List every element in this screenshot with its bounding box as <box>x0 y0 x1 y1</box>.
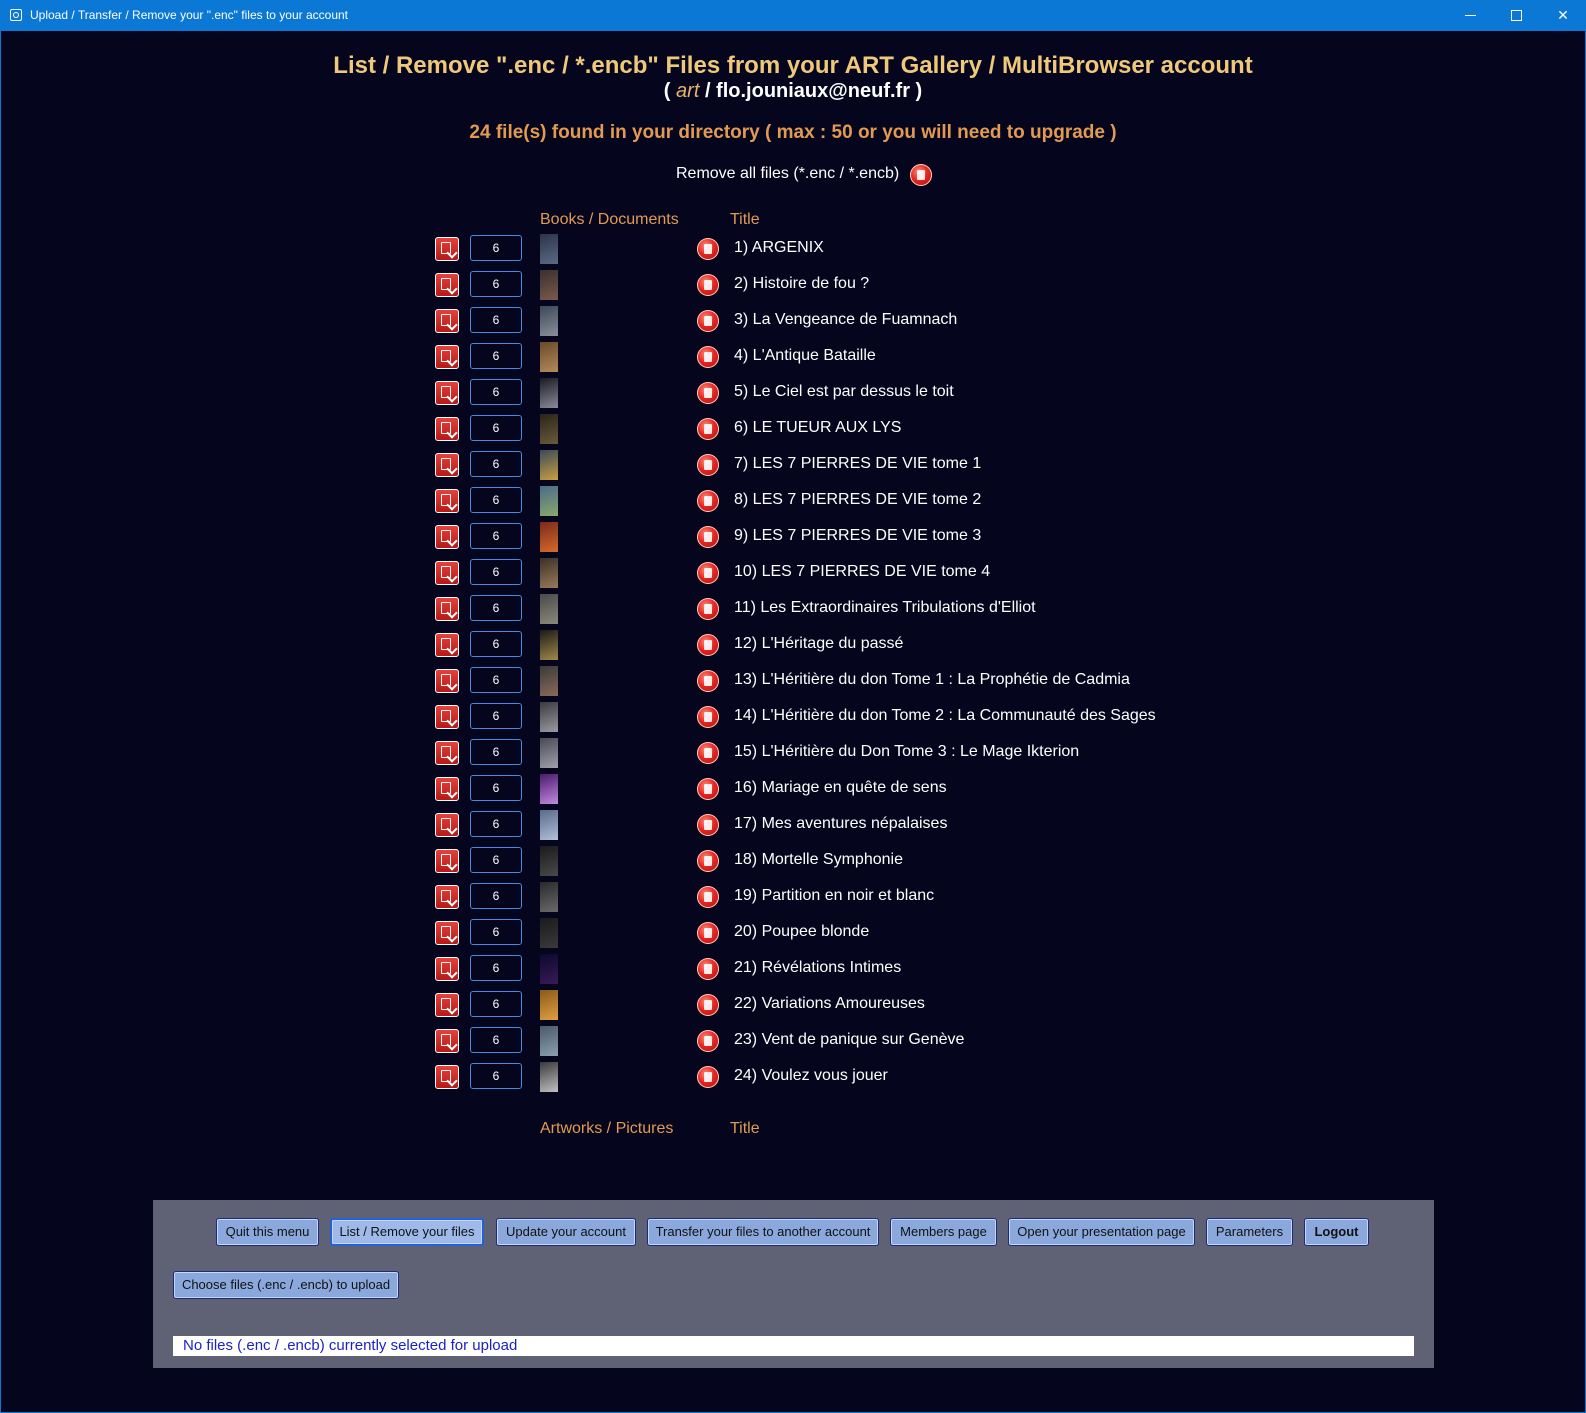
file-number-field[interactable]: 6 <box>470 343 522 369</box>
quit-menu-button[interactable]: Quit this menu <box>216 1218 319 1246</box>
file-row <box>0 810 1586 846</box>
logout-button[interactable]: Logout <box>1304 1218 1369 1246</box>
file-row <box>0 450 1586 486</box>
file-row <box>0 522 1586 558</box>
file-title: 4) L'Antique Bataille <box>734 347 876 364</box>
file-title: 5) Le Ciel est par dessus le toit <box>734 383 954 400</box>
download-file-icon[interactable] <box>435 849 459 873</box>
footer-panel <box>153 1200 1434 1368</box>
file-row <box>0 306 1586 342</box>
file-row <box>0 702 1586 738</box>
book-cover-thumbnail[interactable] <box>540 306 558 336</box>
download-file-icon[interactable] <box>435 309 459 333</box>
book-cover-thumbnail[interactable] <box>540 990 558 1020</box>
file-row <box>0 846 1586 882</box>
book-cover-thumbnail[interactable] <box>540 450 558 480</box>
file-title: 17) Mes aventures népalaises <box>734 815 948 832</box>
file-row <box>0 918 1586 954</box>
delete-file-icon[interactable] <box>697 742 719 764</box>
file-title: 18) Mortelle Symphonie <box>734 851 903 868</box>
file-row <box>0 954 1586 990</box>
file-title: 13) L'Héritière du don Tome 1 : La Prophétie de Cadmia <box>734 671 1130 688</box>
download-file-icon[interactable] <box>435 741 459 765</box>
file-number-field[interactable]: 6 <box>470 595 522 621</box>
book-cover-thumbnail[interactable] <box>540 522 558 552</box>
file-title: 14) L'Héritière du don Tome 2 : La Communauté des Sages <box>734 707 1156 724</box>
file-number-field[interactable]: 6 <box>470 955 522 981</box>
close-button[interactable]: ✕ <box>1557 7 1569 23</box>
file-number-field[interactable]: 6 <box>470 523 522 549</box>
file-title: 20) Poupee blonde <box>734 923 870 940</box>
upload-status: No files (.enc / .encb) currently selected for upload <box>173 1336 1414 1356</box>
file-number-field[interactable]: 6 <box>470 631 522 657</box>
file-title: 8) LES 7 PIERRES DE VIE tome 2 <box>734 491 982 508</box>
file-number-field[interactable]: 6 <box>470 415 522 441</box>
file-title: 10) LES 7 PIERRES DE VIE tome 4 <box>734 563 991 580</box>
maximize-button[interactable] <box>1494 0 1540 31</box>
file-number-field[interactable]: 6 <box>470 811 522 837</box>
file-row <box>0 990 1586 1026</box>
file-title: 1) ARGENIX <box>734 239 824 256</box>
file-title: 12) L'Héritage du passé <box>734 635 904 652</box>
file-row <box>0 630 1586 666</box>
book-cover-thumbnail[interactable] <box>540 702 558 732</box>
file-number-field[interactable]: 6 <box>470 451 522 477</box>
delete-file-icon[interactable] <box>697 418 719 440</box>
list-remove-files-button[interactable]: List / Remove your files <box>330 1218 484 1246</box>
account-name: art <box>676 80 700 102</box>
file-number-field[interactable]: 6 <box>470 739 522 765</box>
delete-file-icon[interactable] <box>697 634 719 656</box>
update-account-button[interactable]: Update your account <box>496 1218 636 1246</box>
window-titlebar <box>0 0 1586 31</box>
account-open-paren: ( <box>663 80 671 102</box>
file-row <box>0 486 1586 522</box>
file-row <box>0 738 1586 774</box>
transfer-files-button[interactable]: Transfer your files to another account <box>647 1218 879 1246</box>
file-number-field[interactable]: 6 <box>470 1027 522 1053</box>
book-cover-thumbnail[interactable] <box>540 270 558 300</box>
remove-all-label: Remove all files (*.enc / *.encb) <box>676 165 900 182</box>
file-number-field[interactable]: 6 <box>470 271 522 297</box>
file-row <box>0 594 1586 630</box>
book-cover-thumbnail[interactable] <box>540 378 558 408</box>
file-row <box>0 774 1586 810</box>
delete-file-icon[interactable] <box>697 1030 719 1052</box>
file-title: 16) Mariage en quête de sens <box>734 779 947 796</box>
delete-file-icon[interactable] <box>697 382 719 404</box>
book-cover-thumbnail[interactable] <box>540 882 558 912</box>
file-row <box>0 378 1586 414</box>
book-cover-thumbnail[interactable] <box>540 558 558 588</box>
file-row <box>0 558 1586 594</box>
file-row <box>0 882 1586 918</box>
download-file-icon[interactable] <box>435 633 459 657</box>
book-cover-thumbnail[interactable] <box>540 414 558 444</box>
file-title: 9) LES 7 PIERRES DE VIE tome 3 <box>734 527 982 544</box>
file-number-field[interactable]: 6 <box>470 1063 522 1089</box>
books-heading: Books / Documents <box>540 211 679 228</box>
download-file-icon[interactable] <box>435 273 459 297</box>
delete-file-icon[interactable] <box>697 778 719 800</box>
minimize-button[interactable] <box>1448 0 1494 31</box>
download-file-icon[interactable] <box>435 381 459 405</box>
trash-icon[interactable] <box>910 164 932 186</box>
file-number-field[interactable]: 6 <box>470 775 522 801</box>
delete-file-icon[interactable] <box>697 850 719 872</box>
file-row <box>0 270 1586 306</box>
download-file-icon[interactable] <box>435 921 459 945</box>
download-file-icon[interactable] <box>435 813 459 837</box>
book-cover-thumbnail[interactable] <box>540 810 558 840</box>
delete-file-icon[interactable] <box>697 922 719 944</box>
download-file-icon[interactable] <box>435 1029 459 1053</box>
download-file-icon[interactable] <box>435 417 459 441</box>
book-cover-thumbnail[interactable] <box>540 342 558 372</box>
delete-file-icon[interactable] <box>697 706 719 728</box>
download-file-icon[interactable] <box>435 237 459 261</box>
delete-file-icon[interactable] <box>697 346 719 368</box>
book-cover-thumbnail[interactable] <box>540 1026 558 1056</box>
file-row <box>0 1026 1586 1062</box>
account-line <box>0 80 1586 103</box>
file-row <box>0 414 1586 450</box>
delete-file-icon[interactable] <box>697 670 719 692</box>
delete-file-icon[interactable] <box>697 526 719 548</box>
file-count-text: 24 file(s) found in your directory ( max : 50 or you will need to upgrade ) <box>469 122 1117 143</box>
download-file-icon[interactable] <box>435 885 459 909</box>
file-number-field[interactable]: 6 <box>470 559 522 585</box>
delete-file-icon[interactable] <box>697 598 719 620</box>
delete-file-icon[interactable] <box>697 454 719 476</box>
book-cover-thumbnail[interactable] <box>540 234 558 264</box>
download-file-icon[interactable] <box>435 345 459 369</box>
delete-file-icon[interactable] <box>697 274 719 296</box>
file-number-field[interactable]: 6 <box>470 307 522 333</box>
books-title-heading: Title <box>730 211 760 228</box>
book-cover-thumbnail[interactable] <box>540 486 558 516</box>
book-cover-thumbnail[interactable] <box>540 846 558 876</box>
download-file-icon[interactable] <box>435 705 459 729</box>
download-file-icon[interactable] <box>435 993 459 1017</box>
file-number-field[interactable]: 6 <box>470 703 522 729</box>
file-number-field[interactable]: 6 <box>470 847 522 873</box>
file-number-field[interactable]: 6 <box>470 919 522 945</box>
file-title: 21) Révélations Intimes <box>734 959 902 976</box>
download-file-icon[interactable] <box>435 525 459 549</box>
delete-file-icon[interactable] <box>697 814 719 836</box>
book-cover-thumbnail[interactable] <box>540 918 558 948</box>
file-title: 2) Histoire de fou ? <box>734 275 870 292</box>
file-number-field[interactable]: 6 <box>470 235 522 261</box>
file-row <box>0 666 1586 702</box>
file-title: 7) LES 7 PIERRES DE VIE tome 1 <box>734 455 982 472</box>
book-cover-thumbnail[interactable] <box>540 594 558 624</box>
globe-app-icon <box>10 9 22 21</box>
delete-file-icon[interactable] <box>697 238 719 260</box>
file-title: 3) La Vengeance de Fuamnach <box>734 311 958 328</box>
window-title: Upload / Transfer / Remove your ".enc" files to your account <box>30 8 348 22</box>
artworks-heading: Artworks / Pictures <box>540 1120 674 1137</box>
download-file-icon[interactable] <box>435 777 459 801</box>
download-file-icon[interactable] <box>435 957 459 981</box>
download-file-icon[interactable] <box>435 669 459 693</box>
page-title: List / Remove ".enc / *.encb" Files from your ART Gallery / MultiBrowser account <box>333 52 1253 79</box>
members-page-button[interactable]: Members page <box>890 1218 997 1246</box>
file-title: 11) Les Extraordinaires Tribulations d'Elliot <box>734 599 1036 616</box>
file-title: 19) Partition en noir et blanc <box>734 887 935 904</box>
delete-file-icon[interactable] <box>697 994 719 1016</box>
file-title: 22) Variations Amoureuses <box>734 995 925 1012</box>
book-cover-thumbnail[interactable] <box>540 1062 558 1092</box>
book-cover-thumbnail[interactable] <box>540 954 558 984</box>
book-cover-thumbnail[interactable] <box>540 666 558 696</box>
file-number-field[interactable]: 6 <box>470 883 522 909</box>
file-title: 24) Voulez vous jouer <box>734 1067 888 1084</box>
file-title: 15) L'Héritière du Don Tome 3 : Le Mage Ikterion <box>734 743 1080 760</box>
artworks-title-heading: Title <box>730 1120 760 1137</box>
delete-file-icon[interactable] <box>697 310 719 332</box>
delete-file-icon[interactable] <box>697 1066 719 1088</box>
download-file-icon[interactable] <box>435 489 459 513</box>
download-file-icon[interactable] <box>435 1065 459 1089</box>
choose-files-button[interactable]: Choose files (.enc / .encb) to upload <box>173 1271 399 1299</box>
file-number-field[interactable]: 6 <box>470 379 522 405</box>
file-number-field[interactable]: 6 <box>470 667 522 693</box>
file-number-field[interactable]: 6 <box>470 487 522 513</box>
file-title: 23) Vent de panique sur Genève <box>734 1031 965 1048</box>
download-file-icon[interactable] <box>435 561 459 585</box>
file-number-field[interactable]: 6 <box>470 991 522 1017</box>
open-presentation-button[interactable]: Open your presentation page <box>1008 1218 1195 1246</box>
delete-file-icon[interactable] <box>697 490 719 512</box>
book-cover-thumbnail[interactable] <box>540 738 558 768</box>
book-cover-thumbnail[interactable] <box>540 630 558 660</box>
file-title: 6) LE TUEUR AUX LYS <box>734 419 902 436</box>
delete-file-icon[interactable] <box>697 562 719 584</box>
file-row <box>0 1062 1586 1098</box>
file-row <box>0 342 1586 378</box>
file-row <box>0 234 1586 270</box>
delete-file-icon[interactable] <box>697 958 719 980</box>
delete-file-icon[interactable] <box>697 886 719 908</box>
book-cover-thumbnail[interactable] <box>540 774 558 804</box>
download-file-icon[interactable] <box>435 597 459 621</box>
parameters-button[interactable]: Parameters <box>1206 1218 1293 1246</box>
account-email: / flo.jouniaux@neuf.fr ) <box>704 80 923 102</box>
download-file-icon[interactable] <box>435 453 459 477</box>
